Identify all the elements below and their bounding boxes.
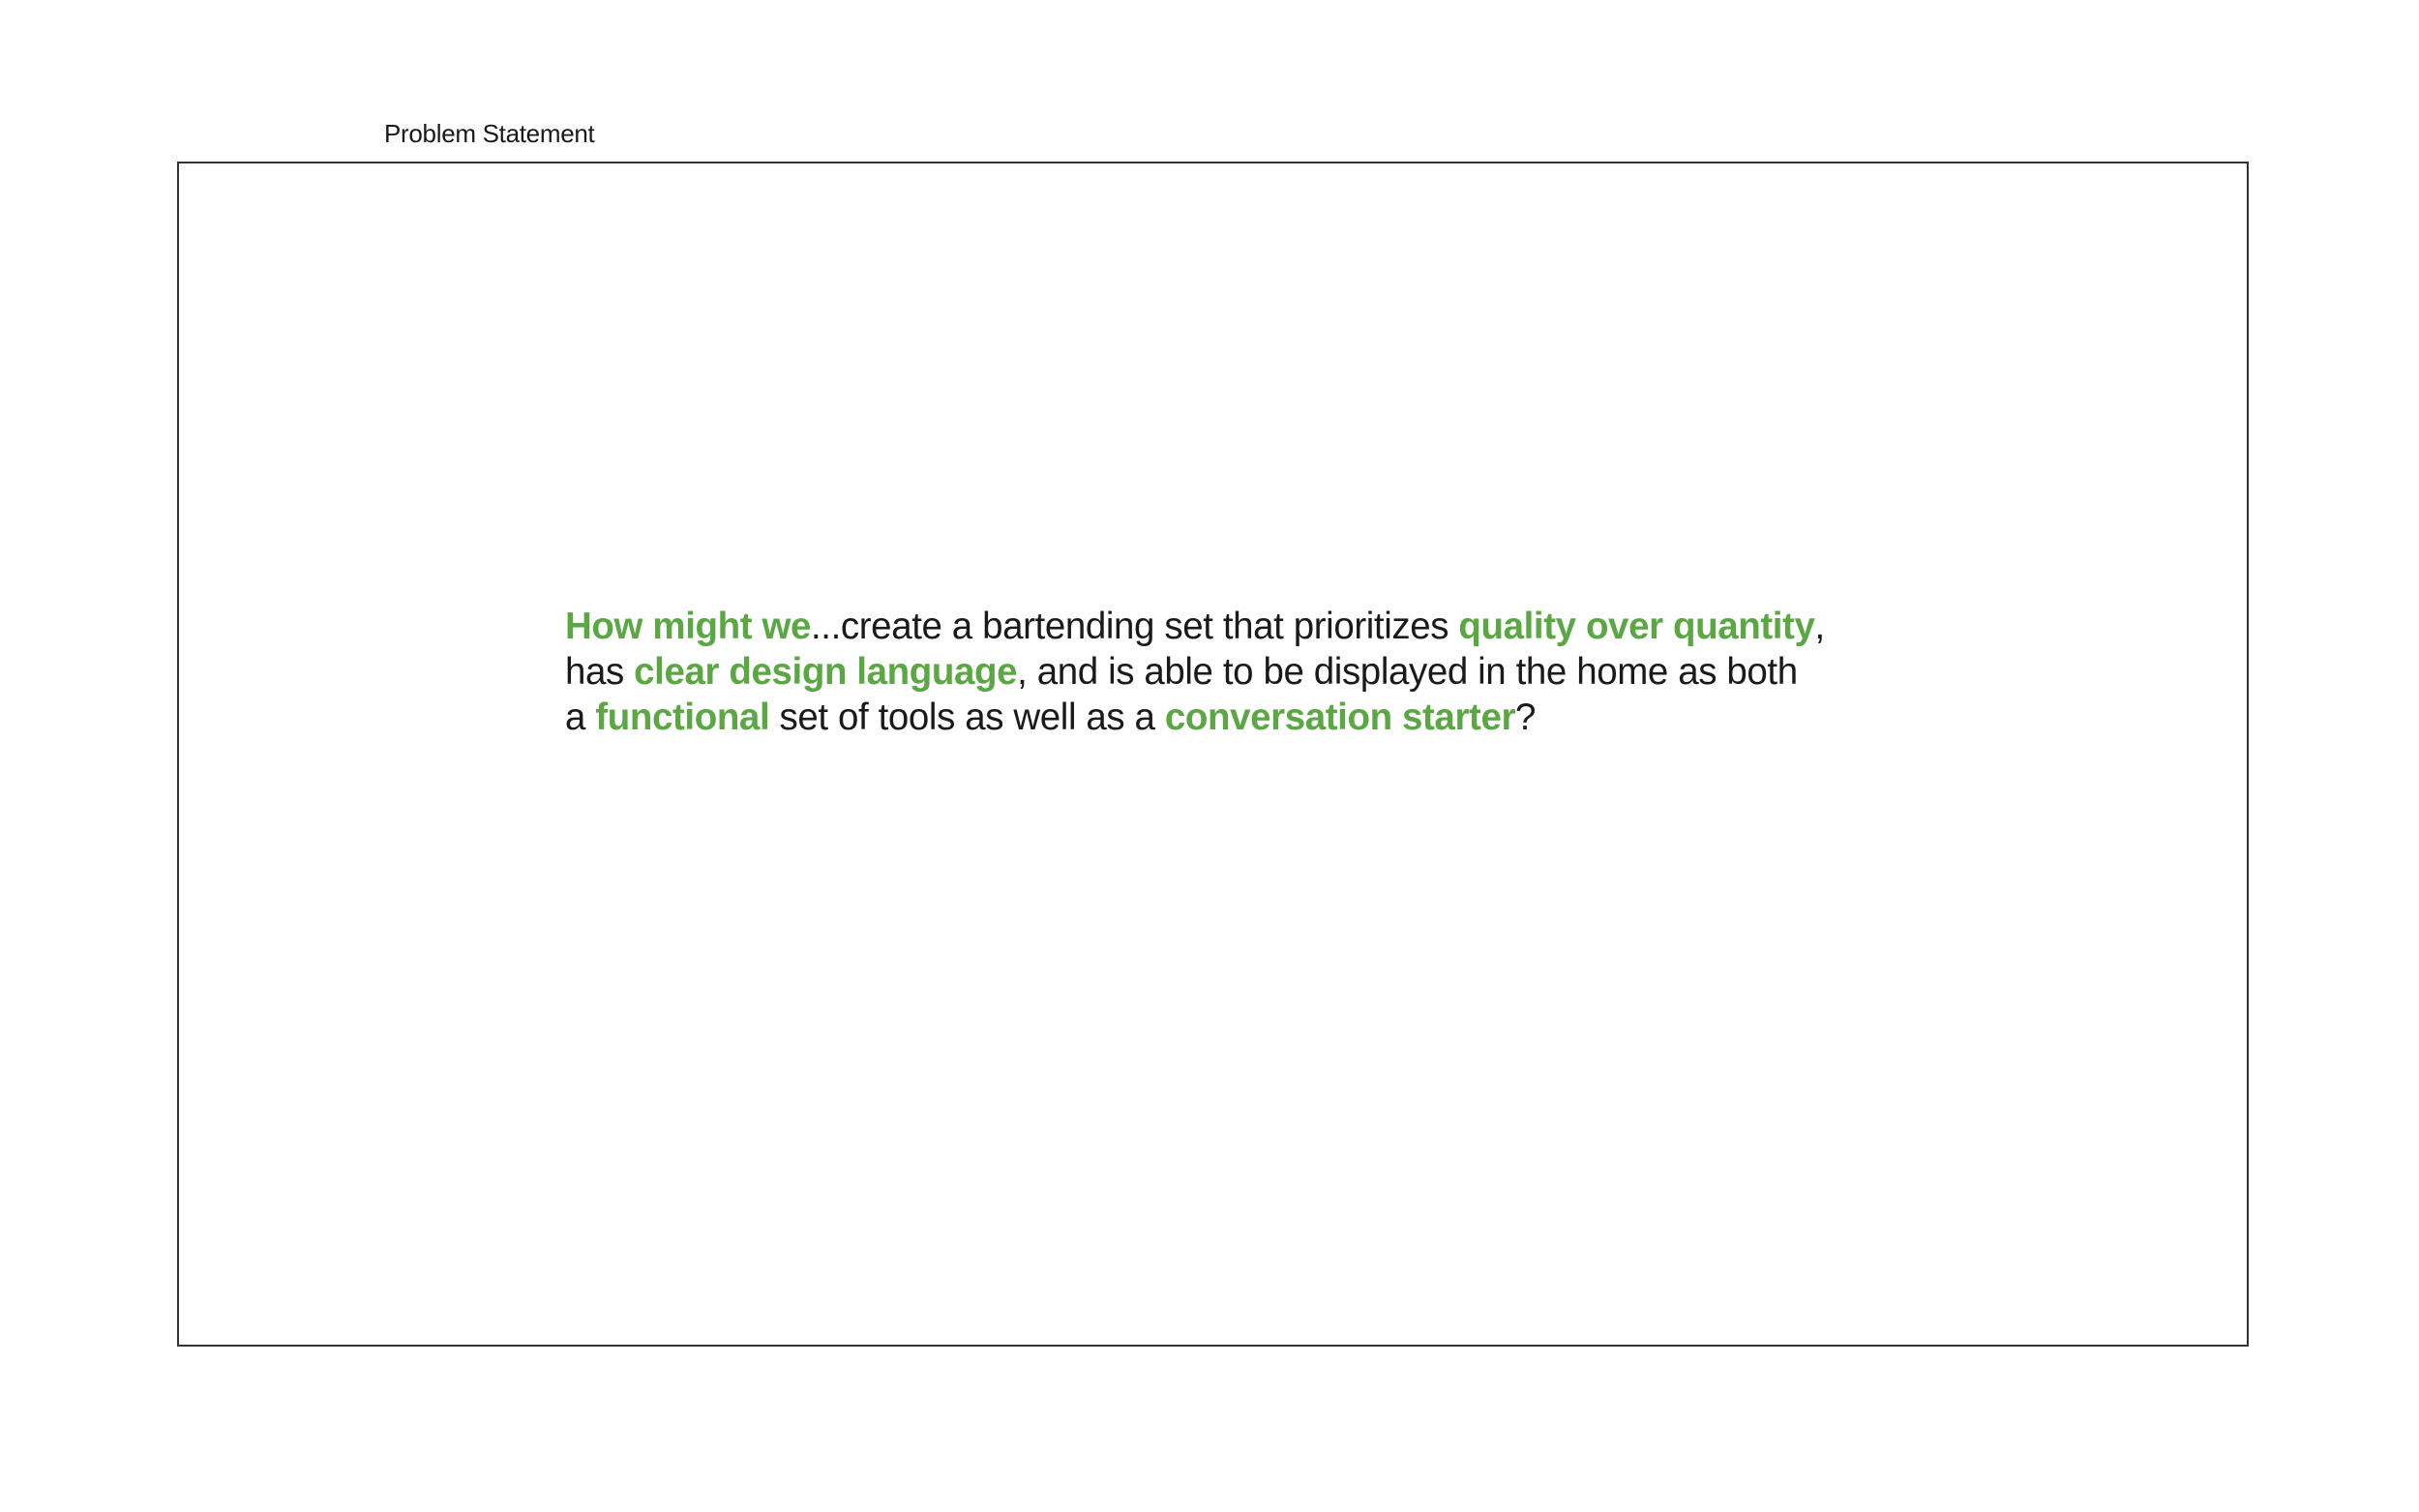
statement-text: ...create a bartending set that prioritizes: [811, 606, 1459, 647]
highlight-quality-over-quantity: quality over quantity: [1458, 606, 1815, 647]
statement-text: has: [565, 651, 635, 693]
content-frame: [177, 162, 2249, 1347]
statement-line-1: [565, 604, 2016, 649]
statement-text: , and is able to be displayed in the home as both: [1017, 651, 1798, 693]
statement-text: ,: [1814, 606, 1825, 647]
statement-line-3: [565, 695, 2016, 740]
statement-line-2: [565, 649, 2016, 695]
section-label: Problem Statement: [384, 119, 595, 148]
statement-text: set of tools as well as a: [769, 697, 1165, 738]
highlight-conversation-starter: conversation starter: [1164, 697, 1516, 738]
statement-text: ?: [1515, 697, 1537, 738]
statement-text: a: [565, 697, 596, 738]
problem-statement: [565, 604, 2016, 740]
highlight-how-might-we: How might we: [565, 606, 812, 647]
highlight-clear-design-language: clear design language: [634, 651, 1018, 693]
highlight-functional: functional: [595, 697, 770, 738]
